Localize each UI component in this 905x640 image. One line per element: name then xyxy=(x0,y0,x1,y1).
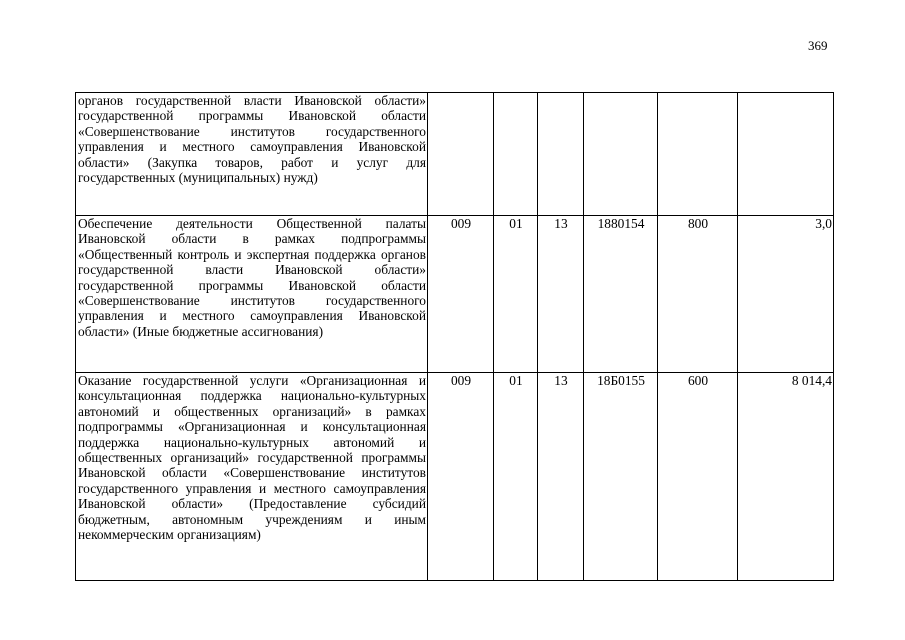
amount-value: 8 014,4 xyxy=(738,373,834,581)
target-article-code xyxy=(584,93,658,216)
section-code: 01 xyxy=(494,216,538,373)
row-description: Оказание государственной услуги «Организационная и консультационная поддержка национально-культурных автономий и общественных организаций» в рамках подпрограммы «Организационная и консультационная поддержка национально-культурных автономий и общественных организаций» государственной программы Ивановской области «Совершенствование институтов государственного управления и местного самоуправления Ивановской области» (Предоставление субсидий бюджетным, автономным учреждениям и иным некоммерческим организациям) xyxy=(76,373,428,581)
table-row xyxy=(76,373,834,581)
page-number: 369 xyxy=(808,38,828,53)
table-row xyxy=(76,93,834,216)
expense-type-code: 800 xyxy=(658,216,738,373)
amount-value: 3,0 xyxy=(738,216,834,373)
subsection-code: 13 xyxy=(538,216,584,373)
row-description: Обеспечение деятельности Общественной палаты Ивановской области в рамках подпрограммы «Общественный контроль и экспертная поддержка органов государственной власти Ивановской области» государственной программы Ивановской области «Совершенствование институтов государственного управления и местного самоуправления Ивановской области» (Иные бюджетные ассигнования) xyxy=(76,216,428,373)
target-article-code: 1880154 xyxy=(584,216,658,373)
expense-type-code: 600 xyxy=(658,373,738,581)
ministry-code xyxy=(428,93,494,216)
section-code: 01 xyxy=(494,373,538,581)
amount-value xyxy=(738,93,834,216)
subsection-code xyxy=(538,93,584,216)
section-code xyxy=(494,93,538,216)
expense-type-code xyxy=(658,93,738,216)
subsection-code: 13 xyxy=(538,373,584,581)
row-description: органов государственной власти Ивановской области» государственной программы Ивановской области «Совершенствование институтов государственного управления и местного самоуправления Ивановской области» (Закупка товаров, работ и услуг для государственных (муниципальных) нужд) xyxy=(76,93,428,216)
ministry-code: 009 xyxy=(428,216,494,373)
ministry-code: 009 xyxy=(428,373,494,581)
table-row xyxy=(76,216,834,373)
budget-table xyxy=(75,92,834,581)
target-article-code: 18Б0155 xyxy=(584,373,658,581)
